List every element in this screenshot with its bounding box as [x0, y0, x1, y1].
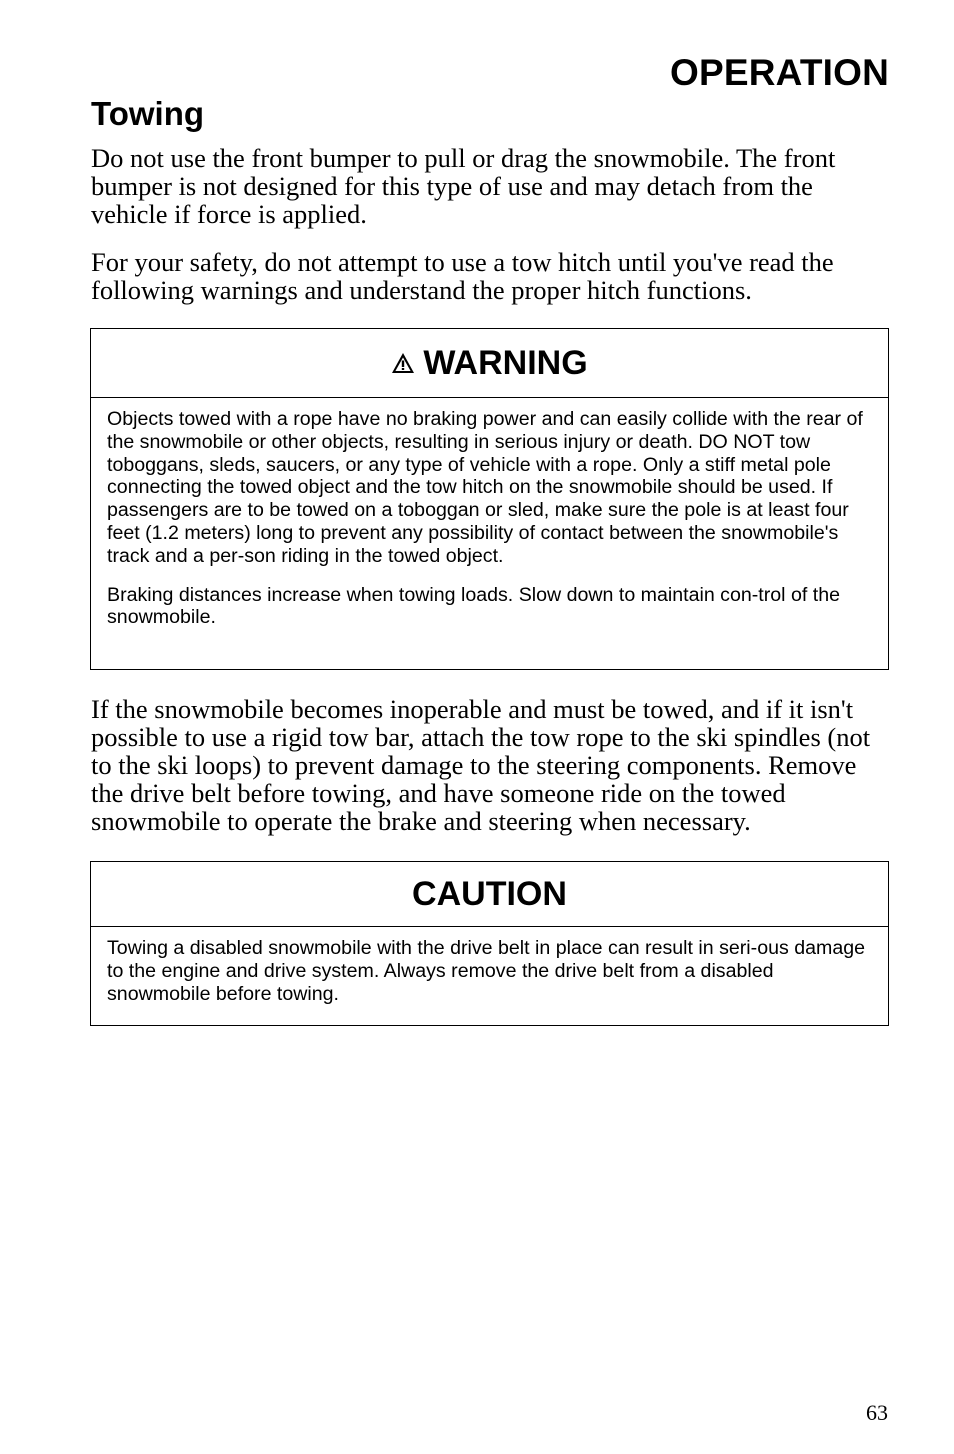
caution-body — [91, 927, 888, 1005]
caution-title: CAUTION — [412, 874, 567, 913]
bumper-paragraph: Do not use the front bumper to pull or drag the snowmobile. The front bumper is not designed for this type of use and may detach from the vehicle if force is applied. — [91, 143, 836, 229]
page-heading: Towing — [91, 95, 205, 132]
warning-triangle-icon — [391, 352, 415, 374]
warning-text: Objects towed with a rope have no braking power and can easily collide with the rear of the snowmobile or other objects, resulting in serious injury or death. DO NOT tow toboggans, sleds, saucers, or any type of vehicle with a rope. Only a stiff metal pole connecting the towed object and the tow hitch on the snowmobile should be used. If passengers are to be towed on a toboggan or sled, make sure the pole is at least four feet (1.2 meters) long to prevent any possibility of contact between the snowmobile's track and a per-son riding in the towed object. — [107, 408, 863, 567]
warning-header — [91, 329, 888, 398]
warning-title: WARNING — [423, 343, 588, 382]
warning-box — [90, 328, 889, 670]
page-number: 63 — [866, 1400, 888, 1425]
caution-header — [91, 862, 888, 927]
warning-text: Braking distances increase when towing loads. Slow down to maintain con-trol of the snowmobile. — [107, 583, 840, 629]
section-title: OPERATION — [669, 52, 889, 93]
caution-text: Towing a disabled snowmobile with the drive belt in place can result in seri-ous damage to the engine and drive system. Always remove the drive belt from a disabled snowmobile before towing. — [107, 937, 866, 1005]
warning-body — [91, 398, 888, 629]
caution-box — [90, 861, 889, 1026]
tow-hitch-paragraph: For your safety, do not attempt to use a tow hitch until you've read the following warnings and understand the proper hitch functions. — [91, 247, 834, 305]
inoperable-towing-paragraph: If the snowmobile becomes inoperable and must be towed, and if it isn't possible to use a rigid tow bar, attach the tow rope to the ski spindles (not to the ski loops) to prevent damage to the steering components. Remove the drive belt before towing, and have someone ride on the towed snowmobile to operate the brake and steering when necessary. — [91, 694, 871, 836]
